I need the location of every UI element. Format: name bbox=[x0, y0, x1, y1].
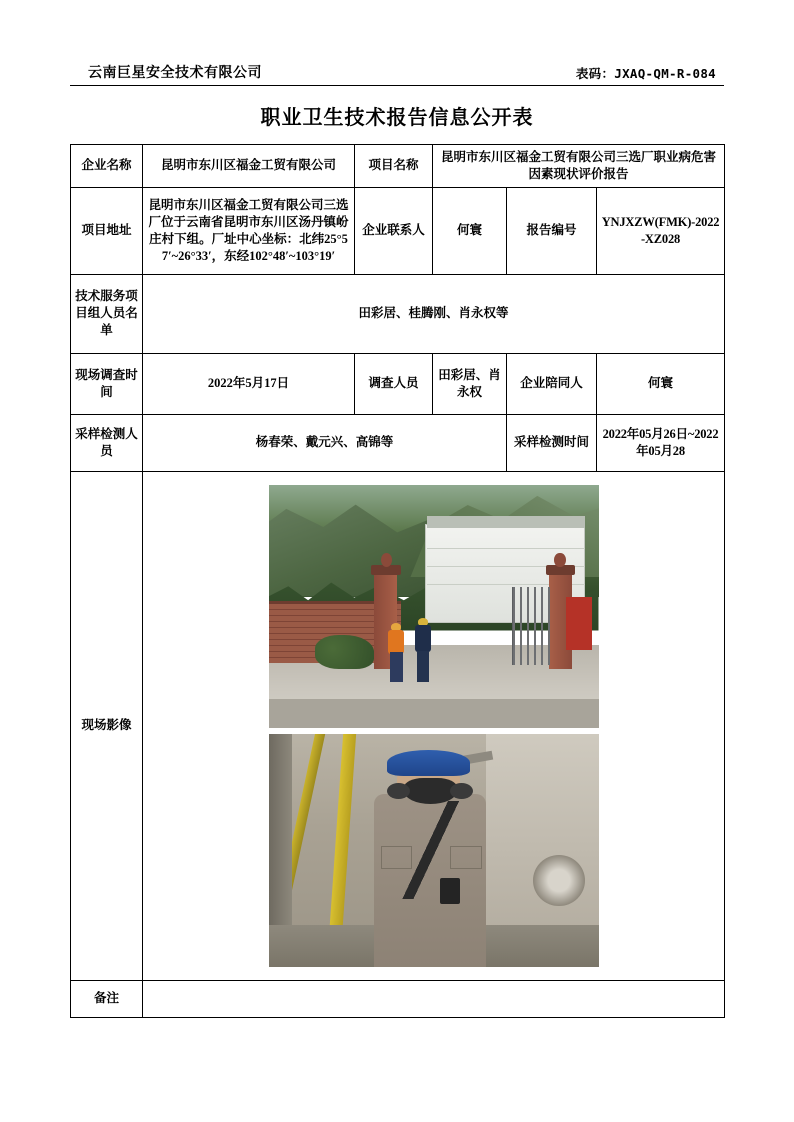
project-name-label: 项目名称 bbox=[355, 145, 433, 188]
report-no-label: 报告编号 bbox=[507, 187, 597, 274]
surveyor-label: 调查人员 bbox=[355, 353, 433, 414]
accompany-label: 企业陪同人 bbox=[507, 353, 597, 414]
project-address-value: 昆明市东川区福金工贸有限公司三选厂位于云南省昆明市东川区汤丹镇岎庄村下组。厂址中心坐标：北纬25°57′~26°33′，东经102°48′~103°19′ bbox=[143, 187, 355, 274]
document-header bbox=[70, 62, 724, 86]
worker-respirator-photo bbox=[269, 734, 599, 967]
surveyor-value: 田彩居、肖永权 bbox=[433, 353, 507, 414]
media-cell bbox=[143, 471, 725, 980]
enterprise-name-label: 企业名称 bbox=[71, 145, 143, 188]
report-no-value: YNJXZW(FMK)-2022-XZ028 bbox=[597, 187, 725, 274]
info-table bbox=[70, 144, 725, 1018]
survey-time-value: 2022年5月17日 bbox=[143, 353, 355, 414]
sampler-label: 采样检测人员 bbox=[71, 414, 143, 471]
remark-value bbox=[143, 980, 725, 1017]
project-name-value: 昆明市东川区福金工贸有限公司三选厂职业病危害因素现状评价报告 bbox=[433, 145, 725, 188]
page-title: 职业卫生技术报告信息公开表 bbox=[260, 107, 534, 129]
team-value: 田彩居、桂腾刚、肖永权等 bbox=[143, 274, 725, 353]
contact-value: 何寰 bbox=[433, 187, 507, 274]
sampler-value: 杨春荣、戴元兴、高锦等 bbox=[143, 414, 507, 471]
project-address-label: 项目地址 bbox=[71, 187, 143, 274]
table-row bbox=[71, 980, 725, 1017]
remark-label: 备注 bbox=[71, 980, 143, 1017]
accompany-value: 何寰 bbox=[597, 353, 725, 414]
table-row bbox=[71, 274, 725, 353]
form-code: 表码：JXAQ-QM-R-084 bbox=[575, 66, 716, 81]
media-label: 现场影像 bbox=[71, 471, 143, 980]
team-label: 技术服务项目组人员名单 bbox=[71, 274, 143, 353]
sampling-time-value: 2022年05月26日~2022年05月28 bbox=[597, 414, 725, 471]
table-row bbox=[71, 187, 725, 274]
table-row bbox=[71, 145, 725, 188]
company-name: 云南巨星安全技术有限公司 bbox=[88, 66, 262, 81]
survey-time-label: 现场调查时间 bbox=[71, 353, 143, 414]
table-row bbox=[71, 353, 725, 414]
site-gate-photo bbox=[269, 485, 599, 728]
table-row bbox=[71, 471, 725, 980]
contact-label: 企业联系人 bbox=[355, 187, 433, 274]
table-row bbox=[71, 414, 725, 471]
sampling-time-label: 采样检测时间 bbox=[507, 414, 597, 471]
enterprise-name-value: 昆明市东川区福金工贸有限公司 bbox=[143, 145, 355, 188]
